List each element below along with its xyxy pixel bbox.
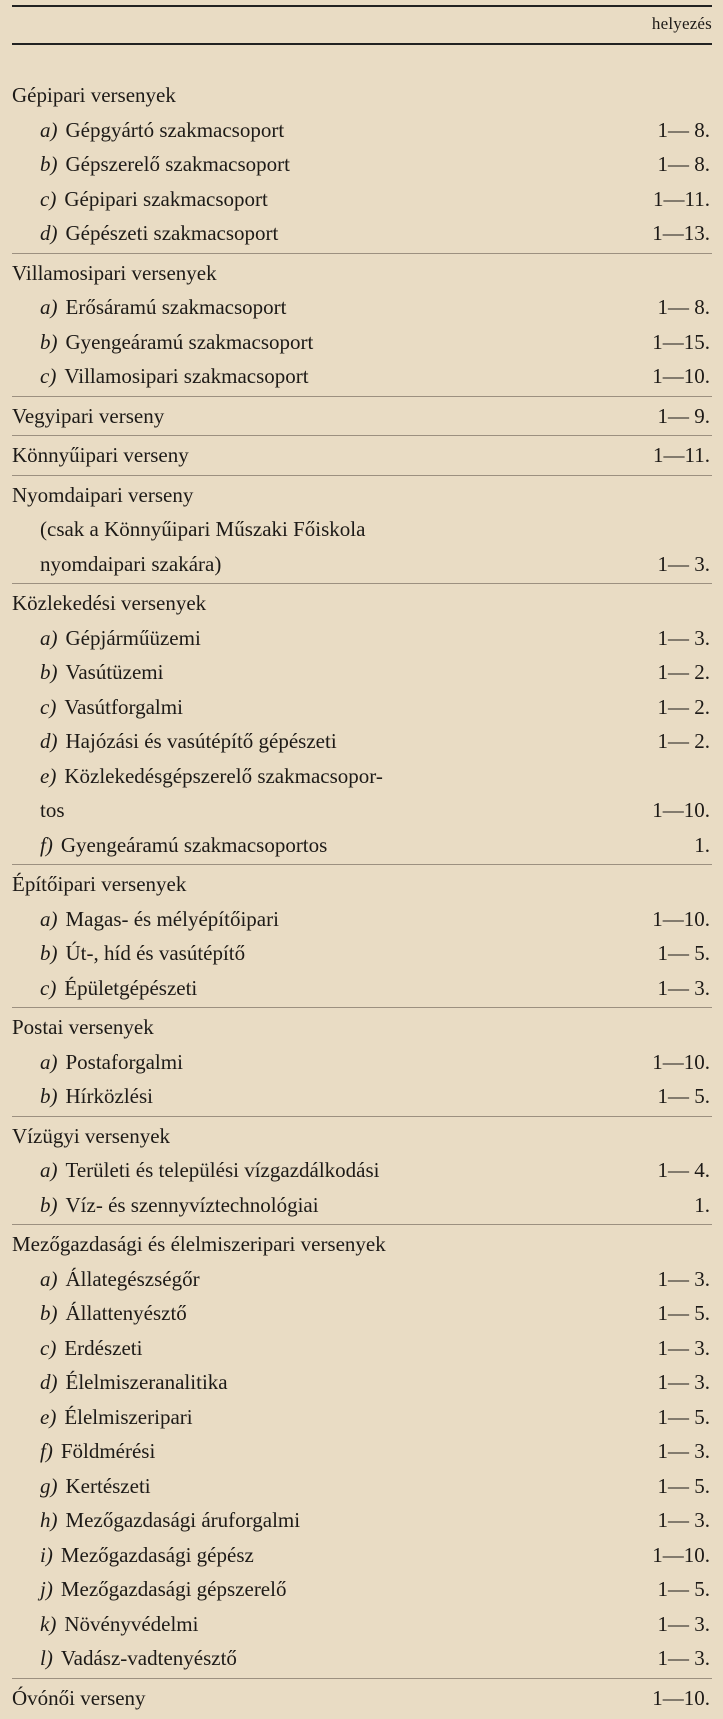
list-item: [12, 1331, 712, 1366]
group-title-row: [12, 256, 712, 291]
item-label: Állategészségőr: [65, 1266, 200, 1291]
group-value: 1— 3.: [657, 551, 710, 576]
item-label: Postaforgalmi: [65, 1049, 183, 1074]
item-label: Villamosipari szakmacsoport: [64, 364, 309, 388]
list-item: [12, 325, 712, 360]
item-letter: a): [40, 625, 58, 650]
item-label: Gépszerelő szakmacsoport: [65, 152, 290, 176]
list-item: [12, 1400, 712, 1435]
item-value: 1— 4.: [657, 1158, 710, 1182]
list-item: [12, 1641, 712, 1676]
item-value: 1— 2.: [657, 694, 710, 719]
header-rule: [12, 43, 712, 45]
item-letter: f): [40, 832, 53, 857]
item-value: 1— 5.: [657, 1084, 710, 1108]
item-label: Épületgépészeti: [64, 975, 198, 1000]
item-label: Magas- és mélyépítőipari: [65, 906, 279, 931]
item-label: Földmérési: [60, 1439, 156, 1463]
item-letter: a): [40, 906, 58, 931]
item-label: Vadász-vadtenyésztő: [60, 1646, 237, 1670]
group-title: Mezőgazdasági és élelmiszeripari versenyek: [12, 1232, 386, 1256]
list-item: [12, 1607, 712, 1642]
item-value: 1—11.: [653, 186, 710, 211]
item-letter: g): [40, 1473, 58, 1498]
item-value: 1— 2.: [657, 660, 710, 684]
item-letter: b): [40, 941, 58, 965]
item-letter: c): [40, 1335, 57, 1360]
item-value: 1— 5.: [657, 1577, 710, 1601]
group-title-row: [12, 399, 712, 434]
group-value: 1—10.: [652, 1685, 710, 1710]
item-letter: a): [40, 1266, 58, 1291]
list-item: [12, 902, 712, 937]
group-mezogazdasagi: [12, 1227, 712, 1679]
group-title-row: [12, 1119, 712, 1154]
item-label: Növényvédelmi: [64, 1611, 199, 1636]
list-item: [12, 1079, 712, 1114]
group-title: Villamosipari versenyek: [12, 260, 217, 285]
list-item: [12, 182, 712, 217]
item-letter: j): [40, 1577, 53, 1601]
list-item: [12, 1365, 712, 1400]
item-value: 1—10.: [652, 1049, 710, 1074]
group-title-row: [12, 586, 712, 621]
list-item: [12, 1503, 712, 1538]
group-gepipari: [12, 78, 712, 254]
item-letter: d): [40, 729, 58, 753]
item-letter: k): [40, 1611, 57, 1636]
item-label: Közlekedésgépszerelő szakmacsopor-: [64, 763, 383, 788]
group-vegyipari: [12, 399, 712, 437]
list-item: [12, 1296, 712, 1331]
item-label: Gépjárműüzemi: [65, 625, 201, 650]
item-value: 1— 3.: [657, 1646, 710, 1670]
item-label: Erdészeti: [64, 1335, 143, 1360]
list-item: [12, 359, 712, 394]
item-letter: a): [40, 1158, 58, 1182]
group-vizugyi: [12, 1119, 712, 1226]
list-item: [12, 690, 712, 725]
item-letter: c): [40, 186, 57, 211]
group-ovonoi: [12, 1681, 712, 1718]
group-title-row: [12, 1227, 712, 1262]
item-letter: c): [40, 694, 57, 719]
item-value: 1— 8.: [657, 152, 710, 176]
group-title: Könnyűipari verseny: [12, 443, 189, 467]
item-letter: c): [40, 975, 57, 1000]
item-label: Mezőgazdasági gépszerelő: [60, 1577, 287, 1601]
item-value: 1—10.: [652, 1542, 710, 1567]
item-value: 1—10.: [652, 798, 710, 822]
group-title-row: [12, 1681, 712, 1716]
list-item: [12, 621, 712, 656]
item-label: Vasútforgalmi: [64, 694, 183, 719]
group-subline: [12, 547, 712, 582]
item-value: 1— 3.: [657, 975, 710, 1000]
item-label: Víz- és szennyvíztechnológiai: [65, 1192, 319, 1217]
list-item: [12, 1572, 712, 1607]
item-letter: f): [40, 1439, 53, 1463]
group-title: Vízügyi versenyek: [12, 1123, 171, 1148]
list-item: [12, 1538, 712, 1573]
item-letter: d): [40, 221, 58, 245]
list-item: [12, 936, 712, 971]
list-item: [12, 1045, 712, 1080]
item-value: 1.: [694, 832, 710, 857]
item-letter: a): [40, 1049, 58, 1074]
item-value: 1.: [694, 1192, 710, 1217]
item-letter: e): [40, 763, 57, 788]
item-value: 1— 3.: [657, 1266, 710, 1291]
placement-column-header: helyezés: [651, 14, 712, 33]
item-label: Hírközlési: [65, 1084, 153, 1108]
item-value: 1— 3.: [657, 1335, 710, 1360]
group-kozlekedesi: [12, 586, 712, 865]
item-label: Hajózási és vasútépítő gépészeti: [65, 729, 337, 753]
group-title-row: [12, 78, 712, 113]
group-title: Postai versenyek: [12, 1015, 154, 1039]
group-title: Építőipari versenyek: [12, 872, 187, 896]
item-letter: e): [40, 1404, 57, 1429]
group-title-row: [12, 438, 712, 473]
item-letter: b): [40, 152, 58, 176]
list-item: [12, 1188, 712, 1223]
item-label: Gyengeáramú szakmacsoport: [65, 329, 314, 354]
item-letter: h): [40, 1508, 58, 1532]
top-rule: [12, 5, 712, 7]
group-title-row: [12, 1010, 712, 1045]
list-item: [12, 655, 712, 690]
item-letter: b): [40, 329, 58, 354]
group-konnyuipari: [12, 438, 712, 476]
item-label: Élelmiszeranalitika: [65, 1370, 228, 1394]
item-letter: c): [40, 364, 57, 388]
group-title-row: [12, 867, 712, 902]
item-value: 1— 8.: [657, 295, 710, 319]
list-item: [12, 971, 712, 1006]
list-item: [12, 1262, 712, 1297]
list-item: [12, 724, 712, 759]
item-letter: b): [40, 1084, 58, 1108]
item-value: 1— 3.: [657, 1508, 710, 1532]
list-item: [12, 1434, 712, 1469]
group-title: Vegyipari verseny: [12, 403, 165, 428]
item-label: Állattenyésztő: [65, 1301, 187, 1325]
group-subline-text: nyomdaipari szakára): [40, 551, 222, 576]
group-epitoipari: [12, 867, 712, 1008]
item-label: Mezőgazdasági gépész: [60, 1542, 254, 1567]
group-subline: [12, 512, 712, 547]
item-value: 1—10.: [652, 364, 710, 388]
item-label: Területi és települési vízgazdálkodási: [65, 1158, 380, 1182]
list-item: [12, 1469, 712, 1504]
item-value: 1— 8.: [657, 117, 710, 142]
item-value: 1— 3.: [657, 1611, 710, 1636]
item-value: 1—10.: [652, 906, 710, 931]
item-value: 1— 3.: [657, 625, 710, 650]
list-item: [12, 828, 712, 863]
item-letter: b): [40, 1301, 58, 1325]
group-title: Gépipari versenyek: [12, 83, 176, 107]
group-subline-text: (csak a Könnyűipari Műszaki Főiskola: [40, 517, 366, 541]
item-letter: b): [40, 660, 58, 684]
item-letter: i): [40, 1542, 53, 1567]
group-value: 1— 9.: [657, 403, 710, 428]
item-value: 1— 3.: [657, 1439, 710, 1463]
document-page: [12, 0, 712, 1710]
group-nyomdaipari: [12, 478, 712, 585]
item-letter: a): [40, 117, 58, 142]
group-title-row: [12, 478, 712, 513]
item-label-continuation: tos: [40, 798, 65, 822]
item-letter: d): [40, 1370, 58, 1394]
item-label: Gyengeáramú szakmacsoportos: [60, 832, 328, 857]
item-value: 1—15.: [652, 329, 710, 354]
group-postai: [12, 1010, 712, 1117]
group-title: Óvónői verseny: [12, 1685, 146, 1710]
item-label: Út-, híd és vasútépítő: [65, 941, 246, 965]
group-villamosipari: [12, 256, 712, 397]
item-value: 1— 2.: [657, 729, 710, 753]
item-label: Mezőgazdasági áruforgalmi: [65, 1508, 301, 1532]
item-label: Gépgyártó szakmacsoport: [65, 117, 285, 142]
item-value: 1— 5.: [657, 941, 710, 965]
item-value: 1—13.: [652, 221, 710, 245]
group-title: Nyomdaipari verseny: [12, 482, 194, 507]
item-label: Gépipari szakmacsoport: [64, 186, 268, 211]
item-label: Kertészeti: [65, 1473, 151, 1498]
group-title: Közlekedési versenyek: [12, 591, 207, 615]
list-item: [12, 1153, 712, 1188]
item-letter: a): [40, 295, 58, 319]
item-value: 1— 5.: [657, 1404, 710, 1429]
list-item-continuation: [12, 793, 712, 828]
item-value: 1— 5.: [657, 1473, 710, 1498]
list-item: [12, 759, 712, 794]
item-letter: b): [40, 1192, 58, 1217]
item-label: Gépészeti szakmacsoport: [65, 221, 279, 245]
item-value: 1— 5.: [657, 1301, 710, 1325]
item-label: Élelmiszeripari: [64, 1404, 193, 1429]
list-item: [12, 147, 712, 182]
competition-list: [12, 78, 712, 1719]
item-letter: l): [40, 1646, 53, 1670]
list-item: [12, 290, 712, 325]
list-item: [12, 216, 712, 251]
group-value: 1—11.: [653, 443, 710, 467]
item-value: 1— 3.: [657, 1370, 710, 1394]
item-label: Vasútüzemi: [65, 660, 164, 684]
item-label: Erősáramú szakmacsoport: [65, 295, 287, 319]
list-item: [12, 113, 712, 148]
